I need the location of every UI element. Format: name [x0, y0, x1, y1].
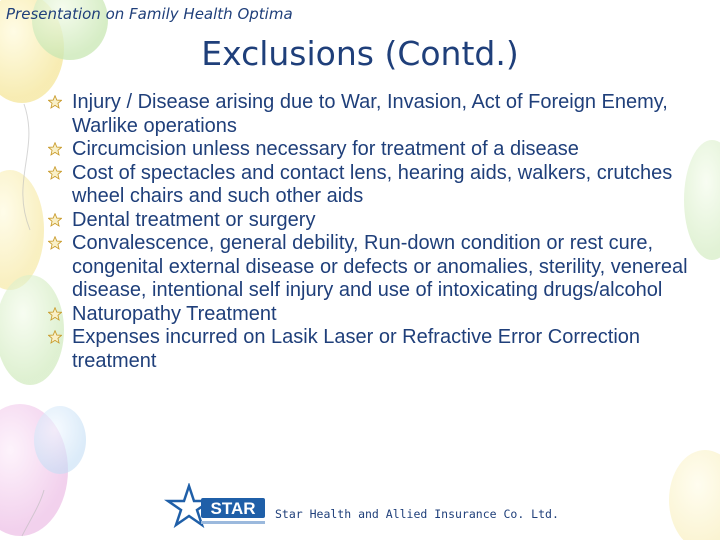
footer-company: Star Health and Allied Insurance Co. Ltd. — [275, 507, 559, 521]
star-icon — [48, 166, 62, 180]
list-item-text: Cost of spectacles and contact lens, hearing aids, walkers, crutches wheel chairs and such other aids — [72, 161, 673, 207]
list-item — [48, 91, 708, 138]
balloon-left-bottom — [0, 404, 86, 536]
list-item-text: Naturopathy Treatment — [72, 302, 277, 325]
list-item — [48, 303, 708, 327]
list-item — [48, 162, 708, 209]
star-health-logo — [163, 483, 271, 531]
star-icon — [48, 213, 62, 227]
star-icon — [48, 95, 62, 109]
logo-text: STAR — [210, 499, 256, 518]
list-item-text: Injury / Disease arising due to War, Invasion, Act of Foreign Enemy, Warlike operations — [72, 91, 668, 137]
list-item-text: Dental treatment or surgery — [72, 208, 316, 231]
star-icon — [48, 142, 62, 156]
star-icon — [48, 330, 62, 344]
presentation-header: Presentation on Family Health Optima — [6, 5, 293, 23]
slide-title: Exclusions (Contd.) — [201, 34, 519, 73]
list-item-text: Expenses incurred on Lasik Laser or Refractive Error Correction treatment — [72, 326, 641, 372]
list-item-text: Convalescence, general debility, Run-down condition or rest cure, congenital external disease or defects or anomalies, sterility, venereal disease, intentional self injury and use of intoxicating drugs/alcohol — [72, 232, 688, 301]
star-icon — [48, 236, 62, 250]
list-item — [48, 326, 708, 373]
list-item — [48, 232, 708, 303]
list-item — [48, 138, 708, 162]
list-item — [48, 209, 708, 233]
list-item-text: Circumcision unless necessary for treatment of a disease — [72, 138, 579, 160]
exclusions-list — [48, 91, 708, 373]
star-icon — [48, 307, 62, 321]
